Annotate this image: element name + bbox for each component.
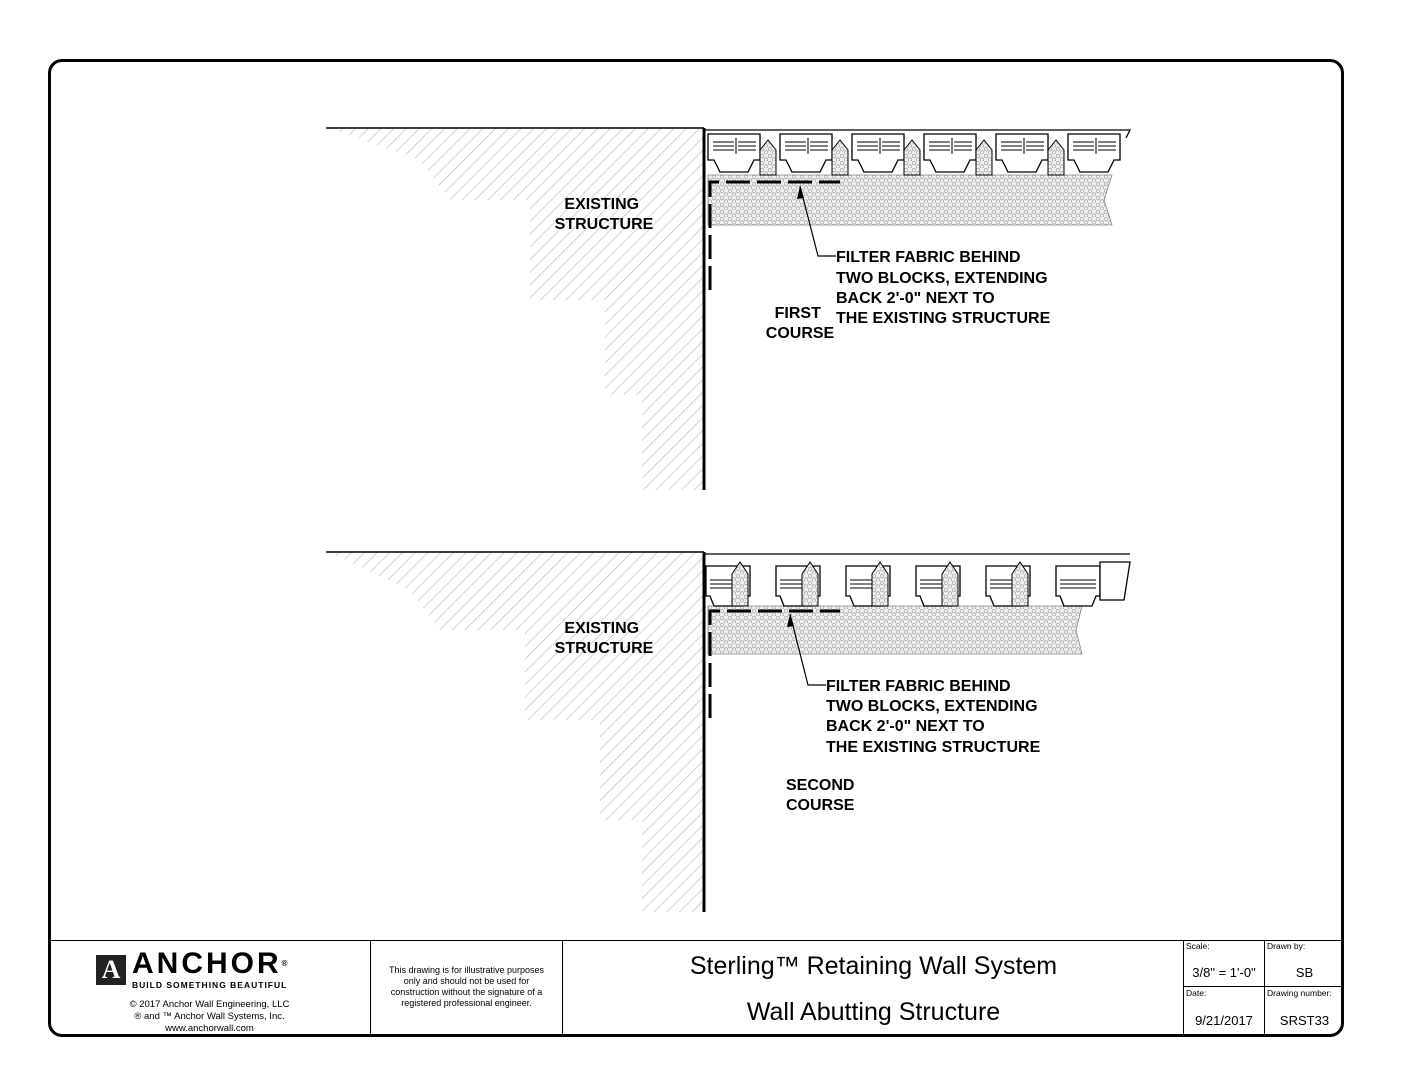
date-caption: Date: — [1186, 988, 1207, 998]
existing-structure-hatch — [328, 128, 704, 490]
filter-fabric-note: FILTER FABRIC BEHIND TWO BLOCKS, EXTENDING BACK 2'-0" NEXT TO THE EXISTING STRUCTURE — [836, 249, 1051, 327]
drawing-number-value: SRST33 — [1279, 1013, 1330, 1028]
logo-cell — [48, 940, 371, 1034]
drawing-number-cell — [1265, 987, 1344, 1034]
anchor-logo-mark: A — [96, 955, 126, 985]
existing-structure-hatch — [328, 552, 704, 912]
date-cell — [1184, 987, 1265, 1034]
existing-structure-label: EXISTING STRUCTURE — [554, 620, 654, 657]
existing-structure-label: EXISTING STRUCTURE — [554, 196, 654, 233]
drawn-by-value: SB — [1295, 965, 1314, 980]
drawn-by-caption: Drawn by: — [1267, 941, 1306, 951]
disclaimer-cell — [371, 940, 563, 1034]
wall-blocks — [704, 130, 1130, 175]
drawing-info — [1184, 940, 1344, 1034]
drawing-subtitle: Wall Abutting Structure — [746, 998, 1001, 1026]
drainage-aggregate — [708, 606, 1082, 654]
course-label: SECOND COURSE — [786, 777, 855, 814]
drawn-by-cell — [1265, 940, 1344, 987]
date-value: 9/21/2017 — [1195, 1013, 1253, 1028]
copyright-text: © 2017 Anchor Wall Engineering, LLC ® and ™ Anchor Wall Systems, Inc. www.anchorwall.com — [129, 999, 290, 1034]
second-course-plan-view — [326, 552, 1130, 912]
drawing-title: Sterling™ Retaining Wall System — [689, 952, 1058, 980]
scale-caption: Scale: — [1186, 941, 1210, 951]
filter-fabric-note: FILTER FABRIC BEHIND TWO BLOCKS, EXTENDING BACK 2'-0" NEXT TO THE EXISTING STRUCTURE — [826, 678, 1041, 756]
brand-name: ANCHOR® — [132, 947, 288, 980]
drawing-number-caption: Drawing number: — [1267, 988, 1332, 998]
wall-blocks — [704, 554, 1130, 606]
disclaimer-text: This drawing is for illustrative purposes only and should not be used for construction without the signature of a registered professional engineer. — [388, 965, 545, 1008]
first-course-plan-view — [326, 128, 1130, 490]
title-cell — [563, 940, 1184, 1034]
anchor-logo — [96, 947, 288, 990]
scale-cell — [1184, 940, 1265, 987]
scale-value: 3/8" = 1'-0" — [1192, 965, 1256, 980]
course-label: FIRST COURSE — [765, 305, 835, 342]
brand-tagline: BUILD SOMETHING BEAUTIFUL — [132, 980, 288, 990]
title-block — [48, 940, 1344, 1037]
